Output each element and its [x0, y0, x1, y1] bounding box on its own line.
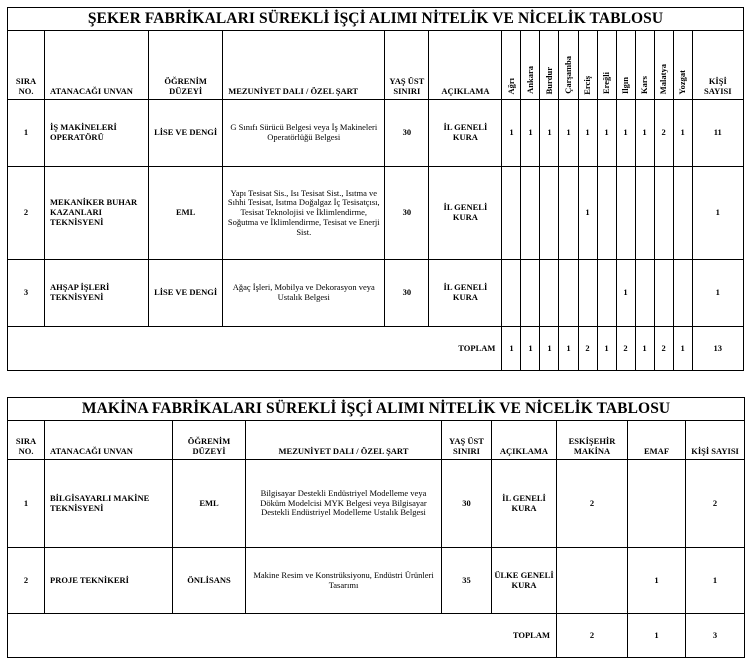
row-city-value [654, 167, 673, 260]
row-city-value: 1 [578, 167, 597, 260]
total-city-value: 2 [654, 327, 673, 371]
row-city-value: 1 [635, 100, 654, 167]
header-city: Çarşamba [559, 31, 578, 100]
total-city-value: 1 [502, 327, 521, 371]
total-city-value: 1 [635, 327, 654, 371]
header-city: Ilgın [616, 31, 635, 100]
header-sira: SIRA NO. [8, 421, 45, 460]
row-unvan: PROJE TEKNİKERİ [45, 548, 173, 614]
header-sira: SIRA NO. [8, 31, 45, 100]
row-no: 2 [8, 167, 45, 260]
row-city-value [597, 167, 616, 260]
row-no: 1 [8, 460, 45, 548]
header-yas: YAŞ ÜST SINIRI [442, 421, 492, 460]
row-ogrenim: LİSE VE DENGİ [149, 100, 223, 167]
seker-table [7, 7, 744, 371]
row-city-value [673, 167, 692, 260]
table-row [8, 167, 744, 260]
table-row [8, 260, 744, 327]
row-no: 3 [8, 260, 45, 327]
row-city-value [521, 167, 540, 260]
header-aciklama: AÇIKLAMA [429, 31, 502, 100]
row-mezuniyet: G Sınıfı Sürücü Belgesi veya İş Makineleri Operatörlüğü Belgesi [223, 100, 385, 167]
header-city: Burdur [540, 31, 559, 100]
row-city-value: 1 [521, 100, 540, 167]
total-city-value: 1 [559, 327, 578, 371]
row-mezuniyet: Bilgisayar Destekli Endüstriyel Modelleme veya Döküm Modelcisi MYK Belgesi veya Bilgisayar Destekli Endüstriyel Modelleme Ustalık Belgesi [246, 460, 442, 548]
total-city-value: 2 [578, 327, 597, 371]
header-aciklama: AÇIKLAMA [492, 421, 557, 460]
row-yas: 30 [385, 167, 429, 260]
row-ogrenim: EML [149, 167, 223, 260]
row-yas: 35 [442, 548, 492, 614]
row-aciklama: İL GENELİ KURA [492, 460, 557, 548]
row-kisi: 11 [692, 100, 743, 167]
row-aciklama: İL GENELİ KURA [429, 100, 502, 167]
total-eskisehir: 2 [557, 614, 628, 658]
total-kisi: 3 [686, 614, 745, 658]
row-mezuniyet: Makine Resim ve Konstrüksiyonu, Endüstri Ürünleri Tasarımı [246, 548, 442, 614]
header-kisi: KİŞİ SAYISI [692, 31, 743, 100]
header-mezuniyet: MEZUNİYET DALI / ÖZEL ŞART [246, 421, 442, 460]
total-row [8, 614, 745, 658]
row-city-value [540, 260, 559, 327]
makina-table [7, 397, 745, 658]
total-label: TOPLAM [8, 327, 502, 371]
row-city-value [540, 167, 559, 260]
row-mezuniyet: Yapı Tesisat Sis., Isı Tesisat Sist., Isıtma ve Sıhhi Tesisat, Isıtma Doğalgaz İç Tesisatçısı, Tesisat Teknolojisi ve İklimlendirme, Soğutma ve İklimlendirme, Tesisat ve Enerji Sist. [223, 167, 385, 260]
row-city-value [635, 260, 654, 327]
row-emaf [628, 460, 686, 548]
row-mezuniyet: Ağaç İşleri, Mobilya ve Dekorasyon veya Ustalık Belgesi [223, 260, 385, 327]
row-kisi: 1 [686, 548, 745, 614]
row-no: 1 [8, 100, 45, 167]
row-city-value: 1 [578, 100, 597, 167]
seker-table-title: ŞEKER FABRİKALARI SÜREKLİ İŞÇİ ALIMI NİTELİK VE NİCELİK TABLOSU [8, 8, 744, 31]
header-ogrenim: ÖĞRENİM DÜZEYİ [173, 421, 246, 460]
row-kisi: 2 [686, 460, 745, 548]
header-city: Erciş [578, 31, 597, 100]
table-row [8, 548, 745, 614]
total-row [8, 327, 744, 371]
row-city-value [502, 167, 521, 260]
seker-header-row [8, 31, 744, 100]
row-eskisehir [557, 548, 628, 614]
row-city-value: 1 [540, 100, 559, 167]
header-unvan: ATANACAĞI UNVAN [45, 421, 173, 460]
header-city: Ağrı [502, 31, 521, 100]
header-mezuniyet: MEZUNİYET DALI / ÖZEL ŞART [223, 31, 385, 100]
row-aciklama: ÜLKE GENELİ KURA [492, 548, 557, 614]
row-eskisehir: 2 [557, 460, 628, 548]
total-city-value: 1 [673, 327, 692, 371]
row-city-value [502, 260, 521, 327]
header-emaf: EMAF [628, 421, 686, 460]
row-yas: 30 [442, 460, 492, 548]
row-kisi: 1 [692, 260, 743, 327]
table-row [8, 460, 745, 548]
makina-table-title: MAKİNA FABRİKALARI SÜREKLİ İŞÇİ ALIMI NİTELİK VE NİCELİK TABLOSU [8, 398, 745, 421]
row-city-value: 1 [673, 100, 692, 167]
total-label: TOPLAM [8, 614, 557, 658]
row-aciklama: İL GENELİ KURA [429, 260, 502, 327]
row-yas: 30 [385, 260, 429, 327]
row-city-value [521, 260, 540, 327]
total-city-value: 1 [540, 327, 559, 371]
row-city-value: 1 [616, 100, 635, 167]
total-city-value: 1 [521, 327, 540, 371]
row-city-value [673, 260, 692, 327]
row-ogrenim: ÖNLİSANS [173, 548, 246, 614]
row-city-value [597, 260, 616, 327]
row-no: 2 [8, 548, 45, 614]
header-city: Yozgat [673, 31, 692, 100]
row-city-value [616, 167, 635, 260]
row-city-value [559, 167, 578, 260]
row-yas: 30 [385, 100, 429, 167]
row-ogrenim: EML [173, 460, 246, 548]
total-emaf: 1 [628, 614, 686, 658]
row-city-value: 1 [597, 100, 616, 167]
row-city-value [559, 260, 578, 327]
header-unvan: ATANACAĞI UNVAN [45, 31, 149, 100]
total-city-value: 2 [616, 327, 635, 371]
row-unvan: BİLGİSAYARLI MAKİNE TEKNİSYENİ [45, 460, 173, 548]
row-city-value: 2 [654, 100, 673, 167]
row-unvan: AHŞAP İŞLERİ TEKNİSYENİ [45, 260, 149, 327]
header-city: Ankara [521, 31, 540, 100]
row-emaf: 1 [628, 548, 686, 614]
header-city: Kars [635, 31, 654, 100]
row-city-value: 1 [559, 100, 578, 167]
row-city-value [635, 167, 654, 260]
header-kisi: KİŞİ SAYISI [686, 421, 745, 460]
row-city-value [578, 260, 597, 327]
row-city-value: 1 [616, 260, 635, 327]
row-city-value: 1 [502, 100, 521, 167]
makina-header-row [8, 421, 745, 460]
row-unvan: MEKANİKER BUHAR KAZANLARI TEKNİSYENİ [45, 167, 149, 260]
header-ogrenim: ÖĞRENİM DÜZEYİ [149, 31, 223, 100]
header-city: Malatya [654, 31, 673, 100]
row-city-value [654, 260, 673, 327]
row-kisi: 1 [692, 167, 743, 260]
total-city-value: 1 [597, 327, 616, 371]
header-eskisehir: ESKİŞEHİR MAKİNA [557, 421, 628, 460]
header-yas: YAŞ ÜST SINIRI [385, 31, 429, 100]
total-kisi: 13 [692, 327, 743, 371]
table-row [8, 100, 744, 167]
header-city: Ereğli [597, 31, 616, 100]
row-aciklama: İL GENELİ KURA [429, 167, 502, 260]
row-ogrenim: LİSE VE DENGİ [149, 260, 223, 327]
row-unvan: İŞ MAKİNELERİ OPERATÖRÜ [45, 100, 149, 167]
